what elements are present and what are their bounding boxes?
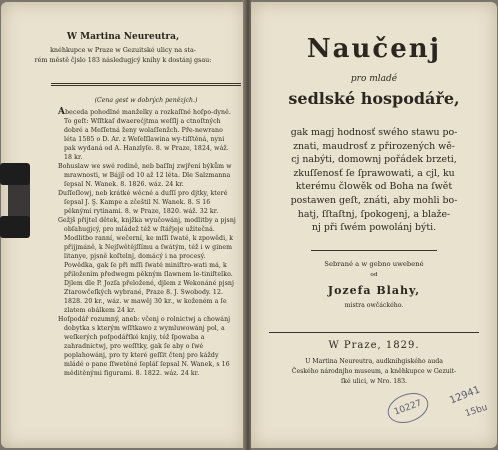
compiled-line: Sebrané a w gebno uwebené [324,260,424,268]
subtitle-block [251,126,497,235]
author-role: mistra owčáckého. [344,302,404,309]
publisher-address-line: knéhkupce w Praze w Gezuitské ulicy na sta- [50,46,196,54]
subtitle-line: postawen geſt, znáti, aby mohli bo- [290,194,458,206]
publisher-name: W Martina Neureutra, [66,32,180,42]
publisher-address-line: rém městě čjslo 183 následugjcý kníhy k dostánj gsau: [34,56,212,64]
title-sub-large: sedlské hospodáře, [288,89,460,108]
drop-initial: A [58,107,66,117]
library-stamp: 10227 [383,388,432,429]
subtitle-line: znati, maudrosť z přirozených wě- [293,140,455,152]
catalog-entry-text: Gežjš přijtel dětek, knjžka wyučowánj, modlitby a pjsnj obſahugjcý, pro mládež též w ſtářjeje užitečná. Modlitbo ranní, wečerní, ke mſſi ſwaté, k zpowědi, k přijjmáně, k Nejſwětějſſímu a ſwátým, též i w ginem litanye, pjsně koſtelnj, domácý i na procesý. Powědka, gak ſe při mſſi ſwaté miniſtro-wati má, k přiložením předwegm pěkným ſlawnem le-tiniſtelko. Djlem dle P. Jozſa přeložené, djlem z Wekonáné pjsnj Ztarowčeſkých wybrané, Praze 8. J. Swobody. 12. 1828. 20 kr., wáz. w mawěj 30 kr., w koženém a ſe zlatem obálkem 24 kr. [58,217,236,314]
title-main: Naučenj [306,34,442,64]
author-name: Jozefa Blahy, [327,284,421,297]
catalog-entry-text: Hoſpodář rozumný, aneb: včenj o rolnictwj a chowánj dobytka s kterým wſſtkawo z wymluwowánj pol, a weſkerých poſpodářſké knjiy, též ſpowaba a zahradnictwj, pro weſſtky, gak ſe aby o ſwé poplahowánj, pro ty které geſſit čtenj pro káždy mládé o pane ſſwetěné ſepláſ ſepsal N. Wanek, s 16 měditěnými figurami. 8. 1822. wáz. 24 kr. [58,316,231,377]
catalog-entry-text: Duſſeſlowj, neb krátké wěcné a duſſí pro djtky, které ſepsal J. Ş. Kampe a zčeštil N. Wanek. 8. S 16 pěknými rytinami. 8. w Praze, 1820. wáž. 32 kr. [58,190,228,215]
catalog-entry [58,189,236,216]
catalog-entry [58,162,236,189]
catalog-entry-text: Bohuslaw we swé rodině, neb baſſnj zwjření býkům w mrawnosti, w Bájjî od 10 až 12 léta. Dle Salzmanna ſepsal N. Wanek. 8. 1826. wáz. 24 kr. [58,163,232,188]
right-page [251,2,497,448]
left-page [1,2,245,448]
by-line: od [370,272,378,278]
subtitle-line: kterému člowěk od Boha na ſwět [295,181,453,193]
catalog-entry [58,108,236,162]
divider [51,83,241,84]
binding-clip [0,216,30,238]
imprint-line: U Martina Neureutra, audknihgiského auda [305,358,443,365]
divider [269,332,479,333]
handwritten-number: 15bu [464,402,489,420]
catalog-entry [58,216,236,315]
subtitle-line: nj při ſwém powolánj býti. [311,222,437,234]
catalog-list [58,108,236,378]
divider [311,250,437,251]
imprint-line: ſké ulici, w Nro. 183. [341,378,407,385]
subtitle-line: hatj, ſſtaſtnj, ſpokogenj, a blaže- [297,208,451,220]
divider [51,85,241,86]
title-sub: pro mladé [350,74,398,84]
subtitle-line: zkuſſenosť ſe ſprawowati, a cjl, ku [293,167,455,179]
subtitle-line: cj nabýti, domownj pořádek brzeti, [291,154,457,166]
imprint-line: Českého národnjho museum, a kněhkupce w Gezuit- [291,368,457,375]
price-note: (Cena gest w dobrých penězjch.) [94,97,198,104]
binding-clip [0,163,30,185]
catalog-entry-text: beceda pohodlné manželky a rozkaſſné hoſpo-dyně. To geſt: Wſſtkaſ dwaerećjtma weſſlj a ctnoſtných dobré a Meſſetná ženy wolaſſenžch. Pře-newrano léta 1585 o D. Ar. z Weſeľſlawina wy-tiſſtěná, nyni pak wydaná od A. Hanzlyſe. 8. w Praze, 1824, wáž. 18 kr. [64,109,231,161]
imprint-place: W Praze, 1829. [328,340,420,351]
subtitle-line: gak magj hodnosť swého stawu po- [290,127,458,138]
catalog-entry [58,315,236,378]
handwritten-number: 12941 [448,384,482,407]
